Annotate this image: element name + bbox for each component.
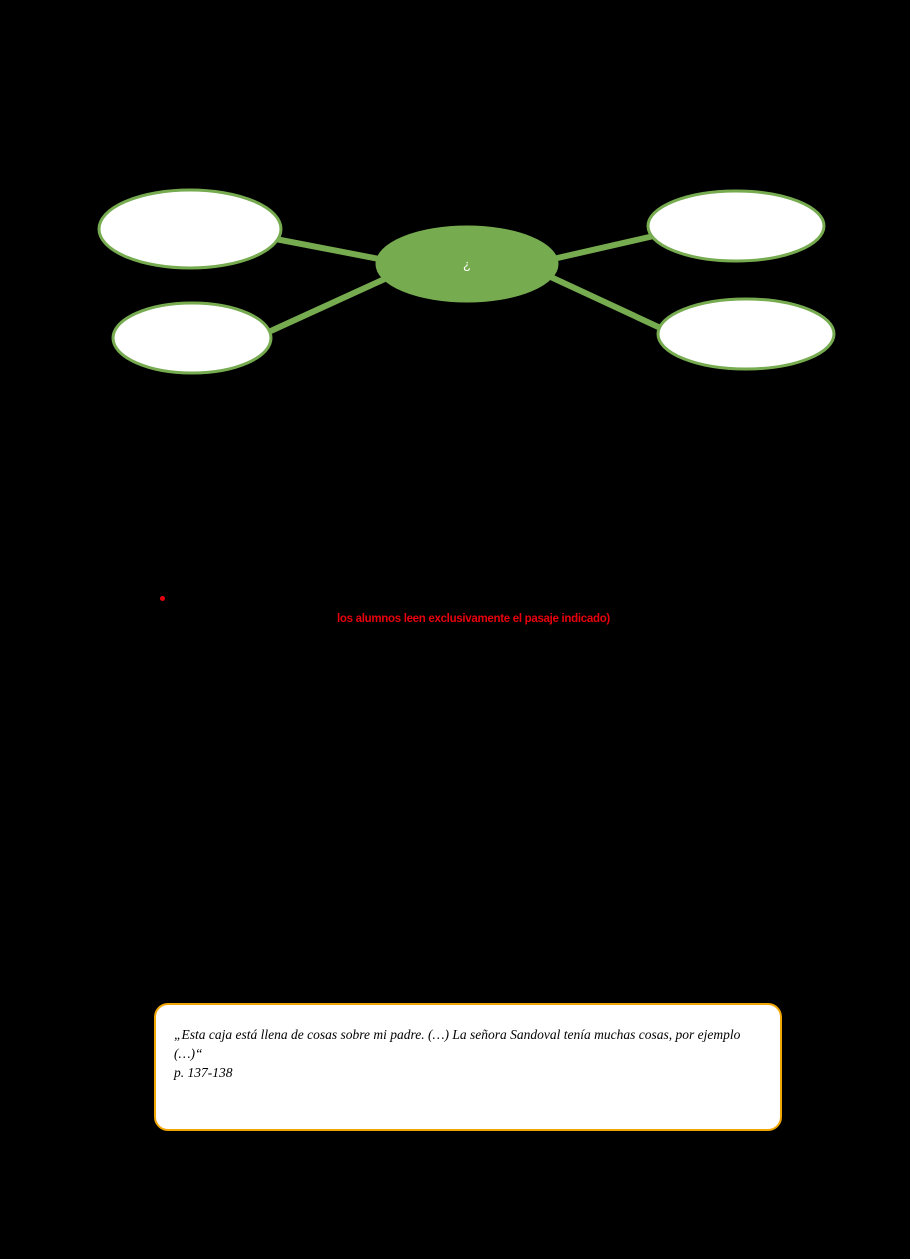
instruction-text: los alumnos leen exclusivamente el pasaje indicado) (337, 613, 610, 625)
quote-text: „Esta caja está llena de cosas sobre mi padre. (…) La señora Sandoval tenía muchas cosas, por ejemplo (…)“ (174, 1027, 741, 1061)
quote-callout-box (154, 1003, 782, 1131)
bullet-marker (160, 596, 165, 601)
mindmap-diagram (0, 0, 910, 280)
quote-page-reference: p. 137-138 (174, 1065, 233, 1080)
mindmap-node-bottom-right[interactable] (658, 299, 834, 369)
branch-bottom-left (262, 272, 400, 335)
mindmap-node-bottom-left[interactable] (113, 303, 271, 373)
mindmap-center-node[interactable] (377, 227, 557, 301)
mindmap-node-top-right[interactable] (648, 191, 824, 261)
mindmap-center-label: ¿ (463, 256, 471, 272)
mindmap-svg (0, 0, 910, 430)
mindmap-node-top-left[interactable] (99, 190, 281, 268)
